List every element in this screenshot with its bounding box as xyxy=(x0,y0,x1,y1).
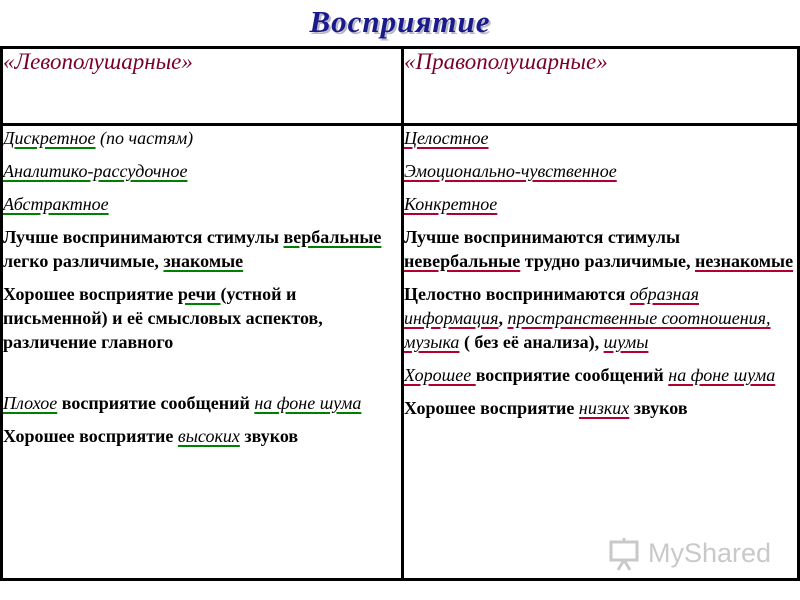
left-item-noise-term2: на фоне шума xyxy=(254,393,362,413)
left-item-discrete-note: (по частям) xyxy=(95,128,194,148)
right-item-emotional xyxy=(404,159,797,183)
left-item-high-sounds xyxy=(3,424,401,448)
left-item-sounds-text: Хорошее восприятие xyxy=(3,426,178,446)
spacer xyxy=(3,363,401,391)
left-item-discrete-term: Дискретное xyxy=(3,128,96,148)
right-column-header: «Правополушарные» xyxy=(403,48,799,125)
right-item-imagery-sep: , xyxy=(498,308,508,328)
right-item-noise xyxy=(404,363,797,387)
right-item-concrete xyxy=(404,192,797,216)
right-item-imagery-text: Целостно воспринимаются xyxy=(404,284,630,304)
left-item-noise xyxy=(3,391,401,415)
right-item-holistic-term: Целостное xyxy=(404,128,489,148)
left-item-verbal-term: вербальные xyxy=(283,227,382,247)
left-item-verbal-stimuli xyxy=(3,225,401,273)
left-item-abstract-term: Абстрактное xyxy=(3,194,109,214)
right-item-imagery-term: образная информация xyxy=(404,284,699,328)
watermark-text: MyShared xyxy=(648,538,772,568)
left-item-speech-term: речи xyxy=(177,284,221,304)
left-item-sounds-text2: звуков xyxy=(239,426,299,446)
left-item-sounds-term: высоких xyxy=(177,426,240,446)
right-item-spatial-term: пространственные соотношения, xyxy=(507,308,771,328)
right-item-imagery xyxy=(404,282,797,354)
left-item-speech xyxy=(3,282,401,354)
right-item-good-term: Хорошее xyxy=(404,365,476,385)
left-item-familiar-term: знакомые xyxy=(163,251,244,271)
left-column xyxy=(2,125,403,580)
right-item-holistic xyxy=(404,126,797,150)
right-item-nonverbal-text2: трудно различимые, xyxy=(520,251,695,271)
content-row xyxy=(2,125,799,580)
slide-title: Восприятие xyxy=(309,4,491,39)
right-column xyxy=(403,125,799,580)
right-item-sounds-text2: звуков xyxy=(629,398,688,418)
right-item-sounds-text: Хорошее восприятие xyxy=(404,398,579,418)
right-item-imagery-text2: ( без её анализа), xyxy=(459,332,604,352)
right-item-emotional-term: Эмоционально-чувственное xyxy=(404,161,617,181)
right-item-nonverbal-term: невербальные xyxy=(404,251,521,271)
right-item-nonverbal-text: Лучше воспринимаются стимулы xyxy=(404,227,680,247)
left-item-noise-text: восприятие сообщений xyxy=(57,393,255,413)
left-item-analytic xyxy=(3,159,401,183)
left-item-discrete xyxy=(3,126,401,150)
left-item-noise-term: Плохое xyxy=(3,393,58,413)
right-item-low-sounds xyxy=(404,396,797,420)
left-item-speech-text: Хорошее восприятие xyxy=(3,284,178,304)
left-item-verbal-text: Лучше воспринимаются стимулы xyxy=(3,227,284,247)
left-item-analytic-term: Аналитико-рассудочное xyxy=(3,161,188,181)
left-item-abstract xyxy=(3,192,401,216)
left-item-speech-text2: (устной и письменной) и её смысловых аспектов, различение главного xyxy=(3,284,323,352)
right-item-unfamiliar-term: незнакомые xyxy=(695,251,794,271)
right-item-noise-bg-term: на фоне шума xyxy=(668,365,776,385)
left-column-header: «Левополушарные» xyxy=(2,48,403,125)
right-item-noise-term: шумы xyxy=(603,332,649,352)
right-item-concrete-term: Конкретное xyxy=(404,194,498,214)
right-item-sounds-term: низких xyxy=(578,398,630,418)
left-item-verbal-text2: легко различимые, xyxy=(3,251,164,271)
right-item-music-term: музыка xyxy=(404,332,460,352)
comparison-table xyxy=(0,46,800,581)
right-item-nonverbal-stimuli xyxy=(404,225,797,273)
header-row xyxy=(2,48,799,125)
right-item-noise-text: восприятие сообщений xyxy=(475,365,669,385)
